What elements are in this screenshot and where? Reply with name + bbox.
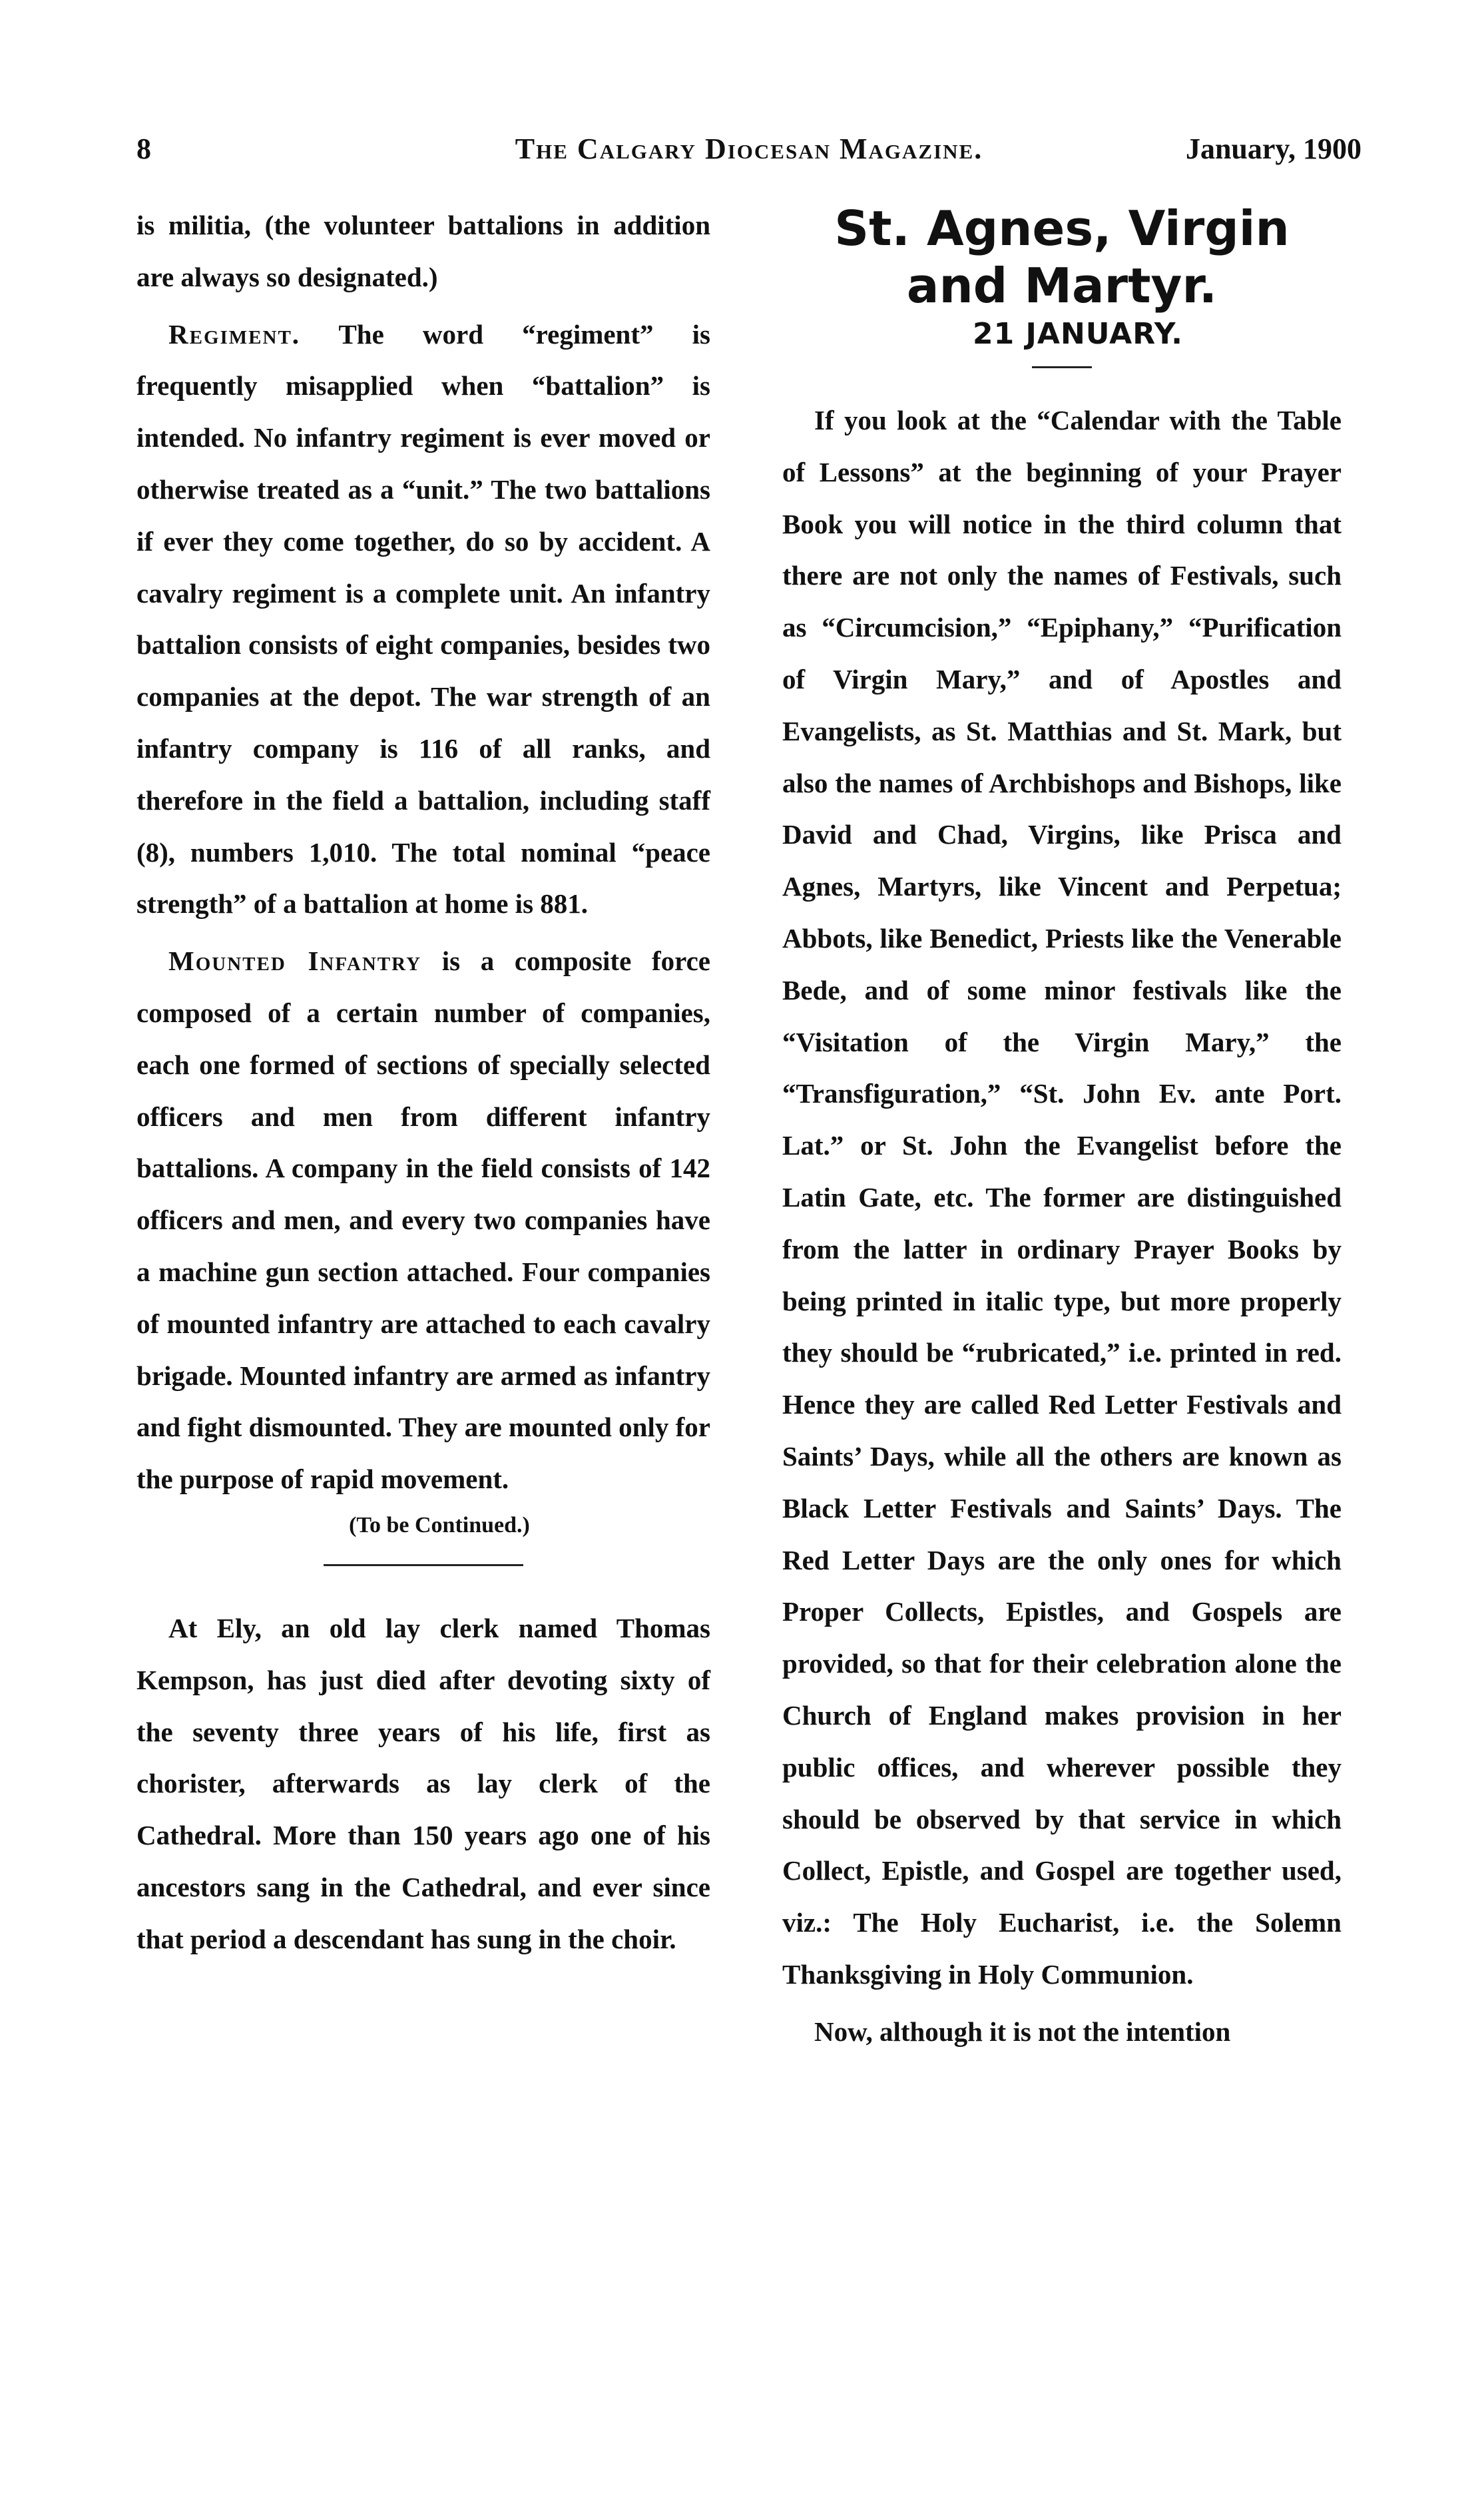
paragraph-now: Now, although it is not the intention (814, 2016, 1231, 2047)
title-divider (1032, 366, 1092, 368)
page-header (136, 132, 1361, 172)
paragraph-militia: is militia, (the volunteer battalions in addition are always so designated.) (136, 210, 710, 292)
issue-date: January, 1900 (1185, 133, 1361, 165)
paragraph-calendar: If you look at the “Calendar with the Table of Lessons” at the beginning of your Prayer Book you will notice in the third column that there are not only the names of Festivals, such as “Circumcision,” “Epiphany,” “Purification of Virgin Mary,” and of Apostles and Evangelists, as St. Matthias and St. Mark, but also the names of Archbishops and Bishops, like David and Chad, Virgins, like Prisca and Agnes, Martyrs, like Vincent and Perpetua; Abbots, like Benedict, Priests like the Venerable Bede, and of some minor festivals like the “Visitation of the Virgin Mary,” the “Transfiguration,” “St. John Ev. ante Port. Lat.” or St. John the Evangelist before the Latin Gate, etc. The former are distinguished from the latter in ordinary Prayer Books by being printed in italic type, but more properly they should be “rubricated,” i.e. printed in red. Hence they are called Red Letter Festivals and Saints’ Days, while all the others are known as Black Letter Festivals and Saints’ Days. The Red Letter Days are the only ones for which Proper Collects, Epistles, and Gospels are provided, so that for their celebration alone the Church of England makes provision in her public offices, and wherever possible they should be observed by that service in which Collect, Epistle, and Gospel are together used, viz.: The Holy Eucharist, i.e. the Solemn Thanksgiving in Holy Communion. (782, 405, 1342, 1990)
term-regiment: Regiment. (168, 318, 301, 350)
paragraph-regiment (136, 309, 710, 931)
right-column (782, 200, 1342, 2058)
section-divider (324, 1564, 523, 1566)
paragraph-mounted-infantry (136, 936, 710, 1506)
article-date: 21 JANUARY. (973, 317, 1183, 351)
term-mounted-infantry: Mounted Infantry (168, 946, 422, 977)
magazine-title: The Calgary Diocesan Magazine. (515, 133, 983, 165)
paragraph-regiment-text: The word “regiment” is frequently misapplied when “battalion” is intended. No infantry regiment is ever moved or otherwise treated as a “unit.” The two battalions if ever they come together, do so by accident. A cavalry regiment is a complete unit. An infantry battalion consists of eight companies, besides two companies at the depot. The war strength of an infantry company is 116 of all ranks, and therefore in the field a battalion, including staff (8), numbers 1,010. The total nominal “peace strength” of a battalion at home is 881. (136, 318, 710, 920)
left-column (136, 200, 710, 1966)
article-title: St. Agnes, Virgin and Martyr. (834, 200, 1290, 314)
paragraph-mounted-infantry-text: is a composite force composed of a certain number of companies, each one formed of sections of specially selected officers and men from different infantry battalions. A company in the field consists of 142 officers and men, and every two companies have a machine gun section attached. Four companies of mounted infantry are attached to each cavalry brigade. Mounted infantry are armed as infantry and fight dismounted. They are mounted only for the purpose of rapid movement. (136, 946, 710, 1495)
to-be-continued: (To be Continued.) (349, 1512, 530, 1537)
paragraph-ely: At Ely, an old lay clerk named Thomas Kempson, has just died after devoting sixty of the seventy three years of his life, first as chorister, afterwards as lay clerk of the Cathedral. More than 150 years ago one of his ancestors sang in the Cathedral, and ever since that period a descendant has sung in the choir. (136, 1612, 710, 1954)
page-number: 8 (136, 133, 151, 165)
